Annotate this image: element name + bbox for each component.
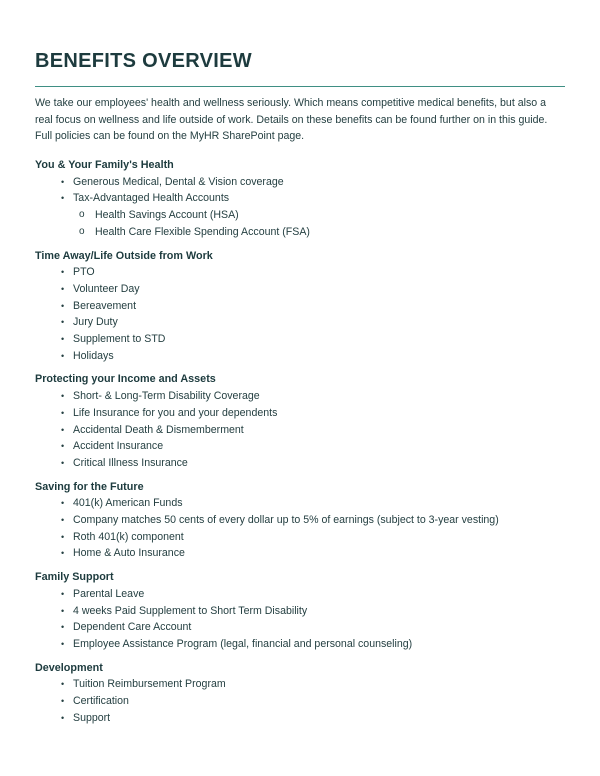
bullet-icon: • <box>61 317 65 328</box>
list-item <box>35 174 565 191</box>
list-item <box>35 529 565 546</box>
list-item-text: Supplement to STD <box>73 333 166 346</box>
list-item-text: Health Care Flexible Spending Account (FSA) <box>95 225 310 238</box>
list-item <box>35 636 565 653</box>
benefit-section <box>35 569 565 653</box>
benefit-list <box>35 388 565 472</box>
list-item-text: Tuition Reimbursement Program <box>73 678 226 691</box>
benefit-list <box>35 586 565 653</box>
list-item <box>35 422 565 439</box>
list-item <box>35 676 565 693</box>
list-item <box>35 545 565 562</box>
list-item-text: Employee Assistance Program (legal, financial and personal counseling) <box>73 637 413 650</box>
list-item-text: Volunteer Day <box>73 282 140 295</box>
bullet-icon: • <box>61 193 65 204</box>
list-item <box>35 281 565 298</box>
section-heading: Development <box>35 661 103 674</box>
benefit-list <box>35 264 565 364</box>
intro-paragraph: We take our employees' health and wellness seriously. Which means competitive medical benefits, but also a real focus on wellness and life outside of work. Details on these benefits can be found further on in this guide. Full policies can be found on the MyHR SharePoint page. <box>35 97 548 142</box>
bullet-icon: • <box>61 350 65 361</box>
bullet-icon: • <box>61 441 65 452</box>
benefit-section <box>35 479 565 563</box>
list-item <box>35 586 565 603</box>
list-item-text: Home & Auto Insurance <box>73 547 185 560</box>
list-item-text: Tax-Advantaged Health Accounts <box>73 192 230 205</box>
list-item-text: Roth 401(k) component <box>73 530 184 543</box>
bullet-icon: • <box>61 457 65 468</box>
list-item-text: Support <box>73 711 111 724</box>
list-item <box>35 512 565 529</box>
list-item-text: Generous Medical, Dental & Vision coverage <box>73 175 284 188</box>
section-heading: Saving for the Future <box>35 480 144 493</box>
list-item <box>35 388 565 405</box>
bullet-icon: • <box>61 712 65 723</box>
benefit-section <box>35 157 565 241</box>
bullet-icon: • <box>61 498 65 509</box>
circle-bullet-icon: o <box>79 225 85 237</box>
list-item <box>35 298 565 315</box>
list-item-text: Dependent Care Account <box>73 621 192 634</box>
list-item <box>35 693 565 710</box>
list-item-text: Company matches 50 cents of every dollar up to 5% of earnings (subject to 3-year vesting) <box>73 514 499 527</box>
list-item-text: Parental Leave <box>73 587 145 600</box>
bullet-icon: • <box>61 531 65 542</box>
benefit-section <box>35 248 565 365</box>
section-heading: Protecting your Income and Assets <box>35 373 216 386</box>
bullet-icon: • <box>61 605 65 616</box>
bullet-icon: • <box>61 334 65 345</box>
bullet-icon: • <box>61 300 65 311</box>
benefit-section <box>35 660 565 727</box>
bullet-icon: • <box>61 267 65 278</box>
list-item-text: Accidental Death & Dismemberment <box>73 423 244 436</box>
list-item <box>35 348 565 365</box>
bullet-icon: • <box>61 548 65 559</box>
list-item <box>35 331 565 348</box>
bullet-icon: • <box>61 424 65 435</box>
benefit-list <box>35 495 565 562</box>
benefit-section <box>35 371 565 471</box>
title-divider <box>35 86 565 87</box>
circle-bullet-icon: o <box>79 209 85 221</box>
list-item <box>35 619 565 636</box>
bullet-icon: • <box>61 638 65 649</box>
page-title: BENEFITS OVERVIEW <box>35 50 252 72</box>
list-item-text: Jury Duty <box>73 316 118 329</box>
bullet-icon: • <box>61 176 65 187</box>
list-item <box>35 495 565 512</box>
list-item-text: PTO <box>73 266 95 279</box>
list-item <box>35 405 565 422</box>
benefit-list <box>35 174 565 241</box>
list-item-text: 401(k) American Funds <box>73 497 183 510</box>
bullet-icon: • <box>61 391 65 402</box>
list-item <box>35 438 565 455</box>
list-item-text: Holidays <box>73 349 114 362</box>
list-item-text: Bereavement <box>73 299 137 312</box>
bullet-icon: • <box>61 622 65 633</box>
list-item-text: Health Savings Account (HSA) <box>95 209 239 222</box>
bullet-icon: • <box>61 679 65 690</box>
list-item-text: Short- & Long-Term Disability Coverage <box>73 390 260 403</box>
bullet-icon: • <box>61 283 65 294</box>
sub-list-item <box>35 224 565 241</box>
sub-list-item <box>35 207 565 224</box>
list-item <box>35 603 565 620</box>
bullet-icon: • <box>61 515 65 526</box>
list-item <box>35 455 565 472</box>
list-item-text: 4 weeks Paid Supplement to Short Term Disability <box>73 604 308 617</box>
section-heading: Family Support <box>35 571 114 584</box>
list-item <box>35 190 565 207</box>
list-item <box>35 314 565 331</box>
section-heading: You & Your Family's Health <box>35 159 174 171</box>
list-item <box>35 710 565 727</box>
list-item-text: Life Insurance for you and your dependents <box>73 406 278 419</box>
bullet-icon: • <box>61 588 65 599</box>
list-item-text: Accident Insurance <box>73 440 164 453</box>
benefit-sections <box>35 157 565 734</box>
bullet-icon: • <box>61 407 65 418</box>
section-heading: Time Away/Life Outside from Work <box>35 249 213 262</box>
benefit-list <box>35 676 565 726</box>
list-item-text: Certification <box>73 695 129 708</box>
list-item-text: Critical Illness Insurance <box>73 456 188 469</box>
list-item <box>35 264 565 281</box>
bullet-icon: • <box>61 696 65 707</box>
